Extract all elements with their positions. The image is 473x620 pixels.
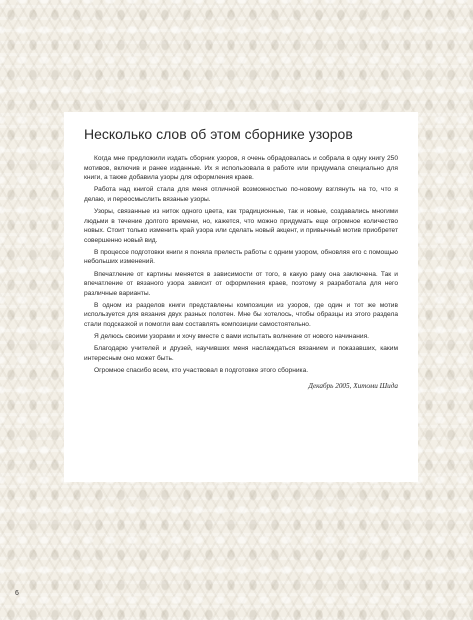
paragraph: Впечатление от картины меняется в зависимости от того, в какую раму она заключена. Так и впечатление от вязаного узора зависит от оформления краев, поэтому я разработала для него различные варианты. (84, 270, 398, 297)
paragraph: В процессе подготовки книги я поняла прелесть работы с одним узором, обновляя его с помощью небольших изменений. (84, 248, 398, 266)
paragraph: Огромное спасибо всем, кто участвовал в подготовке этого сборника. (94, 366, 309, 374)
text-panel (64, 112, 418, 482)
paragraph: Когда мне предложили издать сборник узоров, я очень обрадовалась и собрала в одну книгу 250 мотивов, включив и ранее изданные. Их я использовала в работе или придумала специально для книги, а также добавила узоры для оформления краев. (84, 155, 398, 182)
signature: Декабрь 2005, Хитоми Шида (308, 382, 398, 391)
paragraph: Узоры, связанные из ниток одного цвета, как традиционные, так и новые, создавались многими людьми в течение долгого времени, но, кажется, что можно придумать еще огромное количество новых. Стоит только изменить край узора или сделать новый акцент, и привычный мотив приобретет совершенно новый вид. (84, 207, 398, 244)
page-number: 6 (15, 590, 19, 597)
paragraph: Работа над книгой стала для меня отличной возможностью по-новому взглянуть на то, что я делаю, и переосмыслить вязаные узоры. (84, 186, 398, 203)
page-title: Несколько слов об этом сборнике узоров (84, 126, 353, 142)
paragraph: В одном из разделов книги представлены композиции из узоров, где один и тот же мотив используется для вязания двух разных полотен. Мне бы хотелось, чтобы образцы из этого раздела стали подсказкой и помогли вам составлять композиции самостоятельно. (84, 301, 398, 328)
paragraph: Я делюсь своими узорами и хочу вместе с вами испытать волнение от нового начинания. (94, 333, 369, 341)
paragraph: Благодарю учителей и друзей, научивших меня наслаждаться вязанием и показавших, каким интересным оно может быть. (84, 345, 398, 362)
